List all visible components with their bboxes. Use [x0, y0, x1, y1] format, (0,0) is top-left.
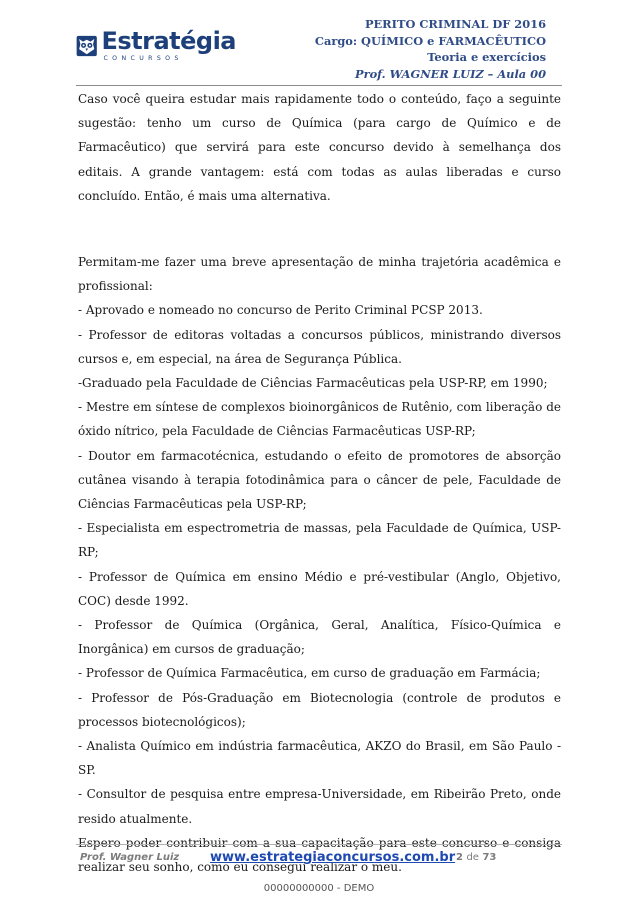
bio-item: - Professor de Química Farmacêutica, em curso de graduação em Farmácia; — [78, 666, 541, 681]
page-total: 73 — [482, 852, 497, 863]
header-position: Cargo: QUÍMICO e FARMACÊUTICO — [314, 33, 546, 48]
document-header — [315, 16, 546, 82]
page-indicator — [456, 852, 496, 863]
bio-item: - Aprovado e nomeado no concurso de Perito Criminal PCSP 2013. — [78, 303, 483, 318]
header-subtitle: Teoria e exercícios — [427, 50, 546, 64]
bio-item: - Professor de editoras voltadas a concursos públicos, ministrando diversos cursos e, em especial, na área de Segurança Pública. — [78, 327, 561, 366]
estrategia-logo — [76, 24, 236, 68]
document-body — [78, 87, 561, 879]
page-footer — [80, 850, 558, 868]
footer-author: Prof. Wagner Luiz — [80, 852, 180, 863]
bio-item: - Professor de Química em ensino Médio e pré-vestibular (Anglo, Objetivo, COC) desde 1992. — [78, 569, 561, 608]
closing-paragraph: Espero poder contribuir com a sua capacitação para este concurso e consiga realizar seu sonho, como eu consegui realizar o meu. — [78, 835, 561, 875]
footer-divider — [76, 844, 562, 845]
bio-item: - Professor de Pós-Graduação em Biotecnologia (controle de produtos e processos biotecnológicos); — [78, 690, 561, 729]
header-divider — [76, 85, 562, 86]
logo-subtitle: CONCURSOS — [103, 55, 183, 63]
bio-item: - Especialista em espectrometria de massas, pela Faculdade de Química, USP-RP; — [78, 521, 561, 560]
page-number: 2 — [456, 852, 463, 863]
logo-wordmark: Estratégia — [101, 27, 236, 56]
bio-item: - Professor de Química (Orgânica, Geral, Analítica, Físico-Química e Inorgânica) em cursos de graduação; — [78, 618, 561, 657]
bio-item: - Analista Químico em indústria farmacêutica, AKZO do Brasil, em São Paulo - SP. — [78, 739, 561, 778]
intro-paragraph: Caso você queira estudar mais rapidamente todo o conteúdo, faço a seguinte sugestão: tenho um curso de Química (para cargo de Químico e de Farmacêutico) que servirá para este concurso devido à semelhança dos editais. A grande vantagem: está com todas as aulas liberadas e curso concluído. Então, é mais uma alternativa. — [78, 92, 561, 203]
bio-item: - Mestre em síntese de complexos bioinorgânicos de Rutênio, com liberação de óxido nítrico, pela Faculdade de Ciências Farmacêuticas USP-RP; — [78, 400, 561, 439]
header-course-title: PERITO CRIMINAL DF 2016 — [364, 17, 546, 31]
bio-item: - Consultor de pesquisa entre empresa-Universidade, em Ribeirão Preto, onde resido atualmente. — [78, 787, 561, 826]
bio-intro: Permitam-me fazer uma breve apresentação de minha trajetória acadêmica e profissional: — [78, 255, 561, 294]
owl-logo-icon — [76, 29, 97, 63]
bio-item: -Graduado pela Faculdade de Ciências Farmacêuticas pela USP-RP, em 1990; — [78, 376, 548, 391]
logo-text — [101, 29, 236, 62]
bio-item: - Doutor em farmacotécnica, estudando o efeito de promotores de absorção cutânea visando à terapia fotodinâmica para o câncer de pele, Faculdade de Ciências Farmacêuticas pela USP-RP; — [78, 448, 561, 512]
demo-watermark-text: 00000000000 - DEMO — [263, 883, 375, 894]
paragraph-spacer — [78, 208, 561, 250]
page-of-label: de — [466, 852, 479, 863]
website-link[interactable]: www.estrategiaconcursos.com.br — [210, 850, 456, 865]
header-professor-lesson: Prof. WAGNER LUIZ – Aula 00 — [355, 66, 546, 81]
